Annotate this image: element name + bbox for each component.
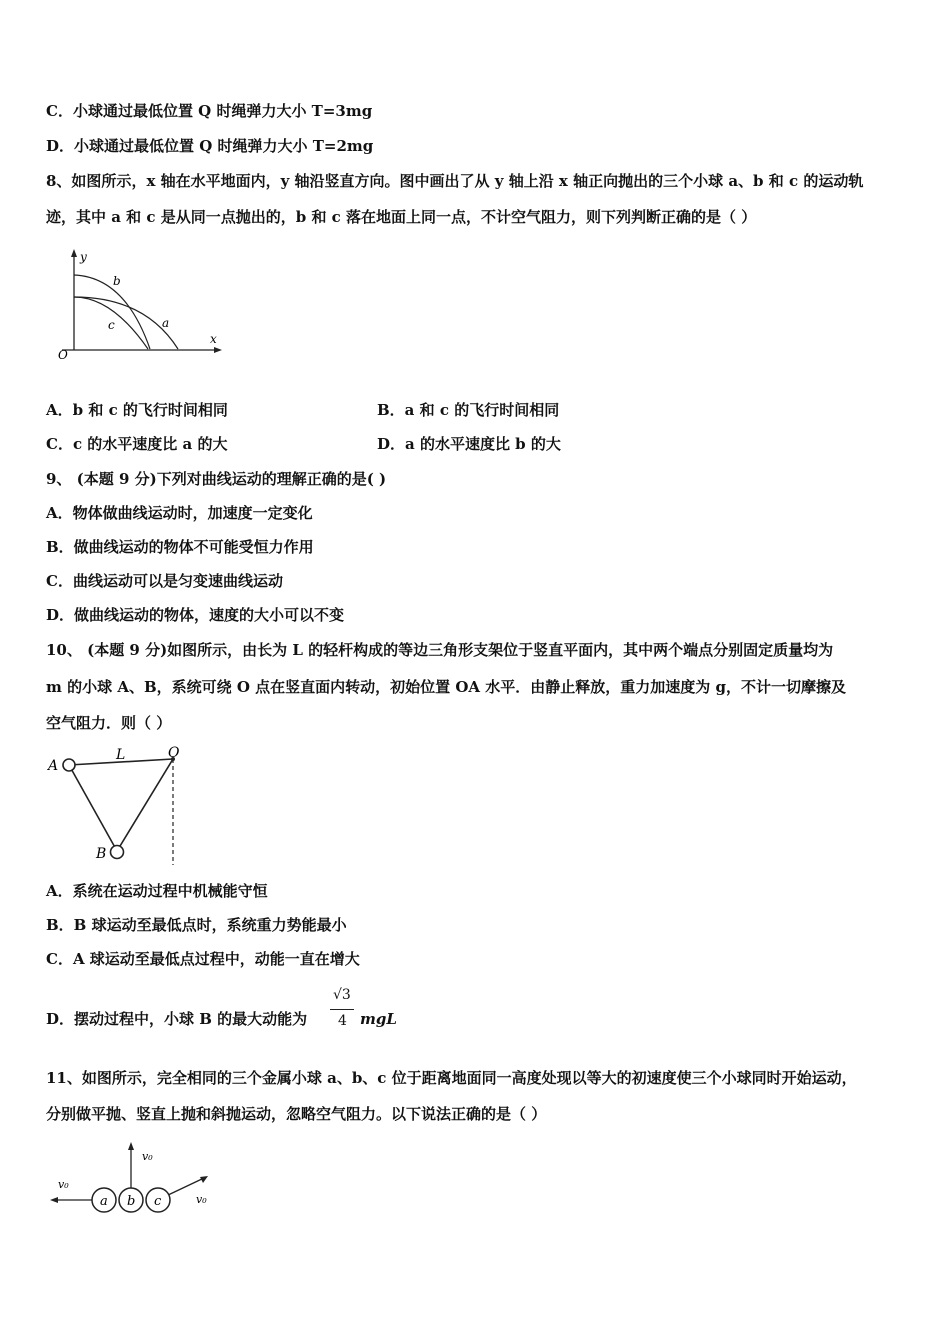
q10-option-d-unit: mgL [360,1010,397,1028]
q7-option-d: D．小球通过最低位置 Q 时绳弹力大小 T=2mg [46,137,374,155]
q10-option-a: A．系统在运动过程中机械能守恒 [46,882,268,900]
q8-option-b: B．a 和 c 的飞行时间相同 [377,401,560,419]
x-label: x [210,332,217,346]
q8-stem-line1: 8、如图所示，x 轴在水平地面内，y 轴沿竖直方向。图中画出了从 y 轴上沿 x 轴正向抛出的三个小球 a、b 和 c 的运动轨 [46,172,864,190]
q10-option-d-numerator: √3 [333,987,351,1003]
q10-triangle-figure [44,745,194,870]
fraction-bar [330,1009,354,1010]
origin-label: O [58,348,68,362]
label-c: c [154,1194,162,1209]
label-b: B [96,846,107,862]
q10-option-b: B．B 球运动至最低点时，系统重力势能最小 [46,916,347,934]
q7-option-c: C．小球通过最低位置 Q 时绳弹力大小 T=3mg [46,102,373,120]
q9-option-a: A．物体做曲线运动时，加速度一定变化 [46,504,313,522]
label-v-right: v₀ [196,1193,207,1206]
label-o: O [168,745,180,761]
q8-stem-line2: 迹，其中 a 和 c 是从同一点抛出的，b 和 c 落在地面上同一点，不计空气阻力，则下列判断正确的是（ ） [46,208,757,226]
label-a: A [48,758,59,774]
arrow-up-head [128,1142,134,1150]
ball-a [63,759,75,771]
q11-balls-figure [46,1138,221,1218]
q9-stem: 9、 (本题 9 分)下列对曲线运动的理解正确的是( ) [46,470,387,488]
label-b: b [113,274,121,288]
label-a: a [100,1194,108,1209]
label-b: b [127,1194,136,1209]
q10-stem-line2: m 的小球 A、B，系统可绕 O 点在竖直面内转动，初始位置 OA 水平．由静止释放，重力加速度为 g，不计一切摩擦及 [46,678,847,696]
q11-stem-line2: 分别做平抛、竖直上抛和斜抛运动，忽略空气阻力。以下说法正确的是（ ） [46,1105,547,1123]
y-axis-arrow [71,249,77,257]
arrow-left-head [50,1197,58,1203]
rod-ob [117,759,173,851]
q9-option-b: B．做曲线运动的物体不可能受恒力作用 [46,538,314,556]
q8-trajectory-figure [50,245,230,365]
q10-stem-line1: 10、 (本题 9 分)如图所示，由长为 L 的轻杆构成的等边三角形支架位于竖直平面内，其中两个端点分别固定质量均为 [46,641,834,659]
label-a: a [162,316,170,330]
q10-option-d-text: D．摆动过程中，小球 B 的最大动能为 [46,1010,308,1028]
q11-stem-line1: 11、如图所示，完全相同的三个金属小球 a、b、c 位于距离地面同一高度处现以等大的初速度使三个小球同时开始运动， [46,1069,857,1087]
label-v-up: v₀ [142,1150,153,1163]
q8-option-d: D．a 的水平速度比 b 的大 [377,435,561,453]
x-axis-arrow [214,347,222,353]
q9-option-c: C．曲线运动可以是匀变速曲线运动 [46,572,283,590]
label-l: L [116,747,126,763]
ball-b [111,846,124,859]
q10-option-c: C．A 球运动至最低点过程中，动能一直在增大 [46,950,360,968]
q8-option-a: A．b 和 c 的飞行时间相同 [46,401,228,419]
q10-stem-line3: 空气阻力．则（ ） [46,714,172,732]
q8-option-c: C．c 的水平速度比 a 的大 [46,435,228,453]
label-c: c [108,318,115,332]
q9-option-d: D．做曲线运动的物体，速度的大小可以不变 [46,606,345,624]
label-v-left: v₀ [58,1178,69,1191]
y-label: y [80,250,87,264]
rod-ab [69,765,117,851]
q10-option-d-denominator: 4 [338,1013,347,1029]
